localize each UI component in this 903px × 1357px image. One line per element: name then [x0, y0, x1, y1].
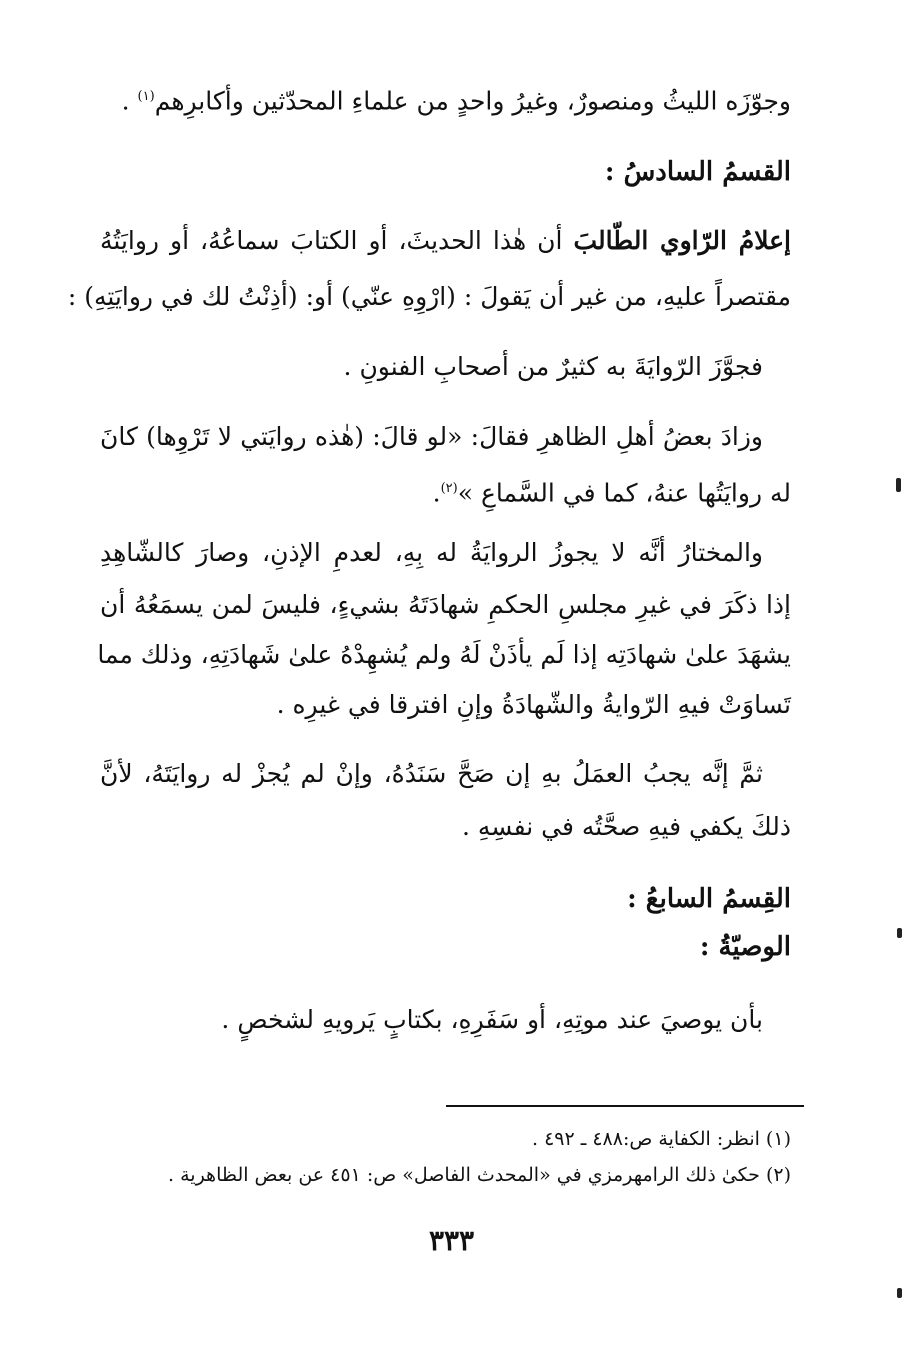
section-seven-subheading: الوصيّةُ :	[699, 932, 791, 962]
para4-line3: يشهَدَ علىٰ شهادَتِه إذا لَم يأذَنْ لَهُ ولم يُشهِدْهُ علىٰ شَهادَتِهِ، وذلك مما	[97, 640, 791, 669]
scan-edge-mark	[897, 1288, 902, 1298]
para4-line1: والمختارُ أنَّه لا يجوزُ الروايَةُ له بِهِ، لعدمِ الإذنِ، وصارَ كالشّاهِدِ	[100, 538, 763, 567]
para5-line2: ذلكَ يكفي فيهِ صحَّتُه في نفسِهِ .	[461, 812, 791, 841]
section-seven-heading: القِسمُ السابعُ :	[627, 884, 791, 914]
footnote-divider	[446, 1105, 804, 1107]
para1-line1: إعلامُ الرّاوي الطّالبَ أن هٰذا الحديثَ، أو الكتابَ سماعُهُ، أو روايَتُهُ	[100, 226, 791, 255]
para3-line2: له روايَتُها عنهُ، كما في السَّماعِ »$^{(٢)}$.	[432, 478, 791, 508]
scan-edge-mark	[897, 928, 902, 938]
para4-line4: تَساوَتْ فيهِ الرّوايةُ والشّهادَةُ وإنِ افترقا في غيرِه .	[276, 690, 791, 719]
opening-line: وجوّزَه الليثُ ومنصورٌ، وغيرُ واحدٍ من علماءِ المحدّثين وأكابرِهم$^{(١)}$ .	[121, 86, 791, 116]
opening-text: وجوّزَه الليثُ ومنصورٌ، وغيرُ واحدٍ من علماءِ المحدّثين وأكابرِهم	[154, 86, 791, 116]
footnote-1: (١) انظر: الكفاية ص:٤٨٨ ـ ٤٩٢ .	[531, 1128, 791, 1150]
para1-line2: مقتصراً عليهِ، من غير أن يَقولَ : (ارْوِهِ عنّي) أو: (أذِنْتُ لك في روايَتِهِ) :	[67, 282, 791, 311]
para6: بأن يوصيَ عند موتِهِ، أو سَفَرِهِ، بكتابٍ يَرويهِ لشخصٍ .	[221, 1005, 763, 1034]
footnote-ref-2: (٢)	[440, 481, 458, 496]
para2: فجوَّزَ الرّوايَةَ به كثيرٌ من أصحابِ الفنونِ .	[343, 352, 763, 381]
page-number: ٣٣٣	[428, 1224, 475, 1257]
footnote-2: (٢) حكىٰ ذلك الرامهرمزي في «المحدث الفاصل» ص: ٤٥١ عن بعض الظاهرية .	[168, 1164, 791, 1186]
section-six-heading: القسمُ السادسُ :	[604, 157, 791, 187]
footnote-ref-1: (١)	[137, 89, 155, 104]
term-bold: إعلامُ الرّاوي الطّالبَ	[573, 226, 791, 255]
scan-edge-mark	[896, 478, 901, 492]
para4-line2: إذا ذكَرَ في غيرِ مجلسِ الحكمِ شهادَتَهُ بشيءٍ، فليسَ لمن يسمَعُهُ أن	[100, 590, 791, 619]
para3-line1: وزادَ بعضُ أهلِ الظاهرِ فقالَ: «لو قالَ: (هٰذه روايَتي لا تَرْوِها) كانَ	[100, 422, 763, 451]
para5-line1: ثمَّ إنَّه يجبُ العمَلُ بهِ إن صَحَّ سَنَدُهُ، وإنْ لم يُجزْ له روايَتَهُ، لأنَّ	[100, 759, 763, 788]
